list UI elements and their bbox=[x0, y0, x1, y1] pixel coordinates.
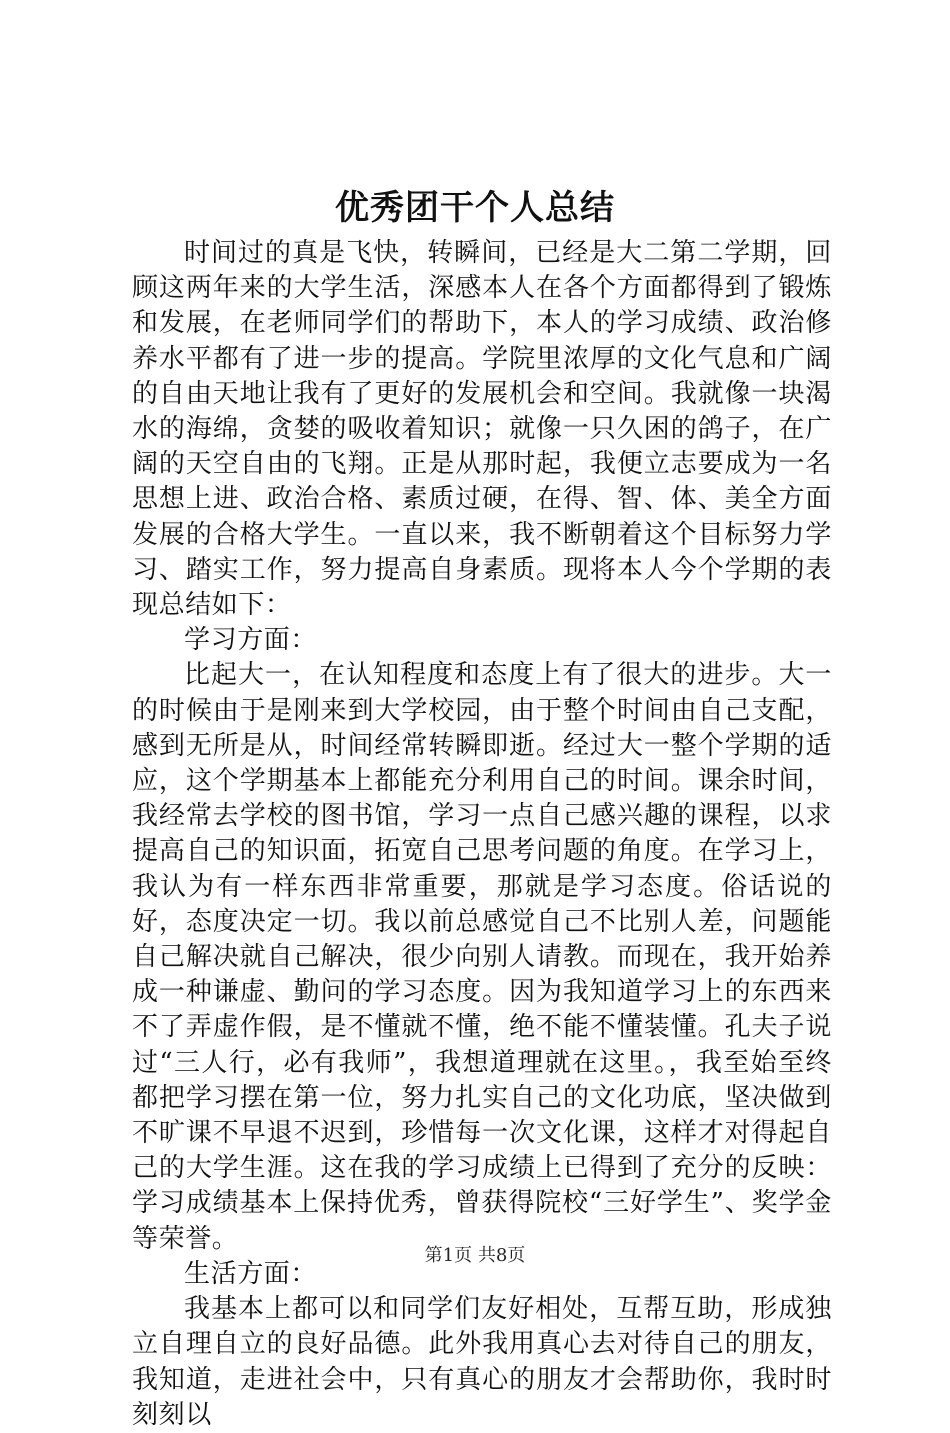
document-title: 优秀团干个人总结 bbox=[335, 188, 615, 228]
section-heading-life: 生活方面： bbox=[184, 1258, 318, 1289]
page-footer: 第1页 共8页 bbox=[424, 1245, 526, 1266]
section-heading-study: 学习方面： bbox=[184, 625, 318, 656]
paragraph-study: 比起大一，在认知程度和态度上有了很大的进步。大一的时候由于是刚来到大学校园，由于整个时间由自己支配，感到无所是从，时间经常转瞬即逝。经过大一整个学期的适应，这个学期基本上都能充分利用自己的时间。课余时间，我经常去学校的图书馆，学习一点自己感兴趣的课程，以求提高自己的知识面，拓宽自己思考问题的角度。在学习上，我认为有一样东西非常重要，那就是学习态度。俗话说的好，态度决定一切。我以前总感觉自己不比别人差，问题能自己解决就自己解决，很少向别人请教。而现在，我开始养成一种谦虚、勤问的学习态度。因为我知道学习上的东西来不了弄虚作假，是不懂就不懂，绝不能不懂装懂。孔夫子说过“三人行，必有我师”，我想道理就在这里。，我至始至终都把学习摆在第一位，努力扎实自己的文化功底，坚决做到不旷课不早退不迟到，珍惜每一次文化课，这样才对得起自己的大学生涯。这在我的学习成绩上已得到了充分的反映：学习成绩基本上保持优秀，曾获得院校“三好学生”、奖学金等荣誉。 bbox=[132, 660, 832, 1254]
paragraph-life: 我基本上都可以和同学们友好相处，互帮互助，形成独立自理自立的良好品德。此外我用真心去对待自己的朋友，我知道，走进社会中，只有真心的朋友才会帮助你，我时时刻刻以 bbox=[132, 1294, 832, 1430]
paragraph-intro: 时间过的真是飞快，转瞬间，已经是大二第二学期，回顾这两年来的大学生活，深感本人在各个方面都得到了锻炼和发展，在老师同学们的帮助下，本人的学习成绩、政治修养水平都有了进一步的提高。学院里浓厚的文化气息和广阔的自由天地让我有了更好的发展机会和空间。我就像一块渴水的海绵，贪婪的吸收着知识；就像一只久困的鸽子，在广阔的天空自由的飞翔。正是从那时起，我便立志要成为一名思想上进、政治合格、素质过硬，在得、智、体、美全方面发展的合格大学生。一直以来，我不断朝着这个目标努力学习、踏实工作，努力提高自身素质。现将本人今个学期的表现总结如下： bbox=[132, 238, 832, 621]
